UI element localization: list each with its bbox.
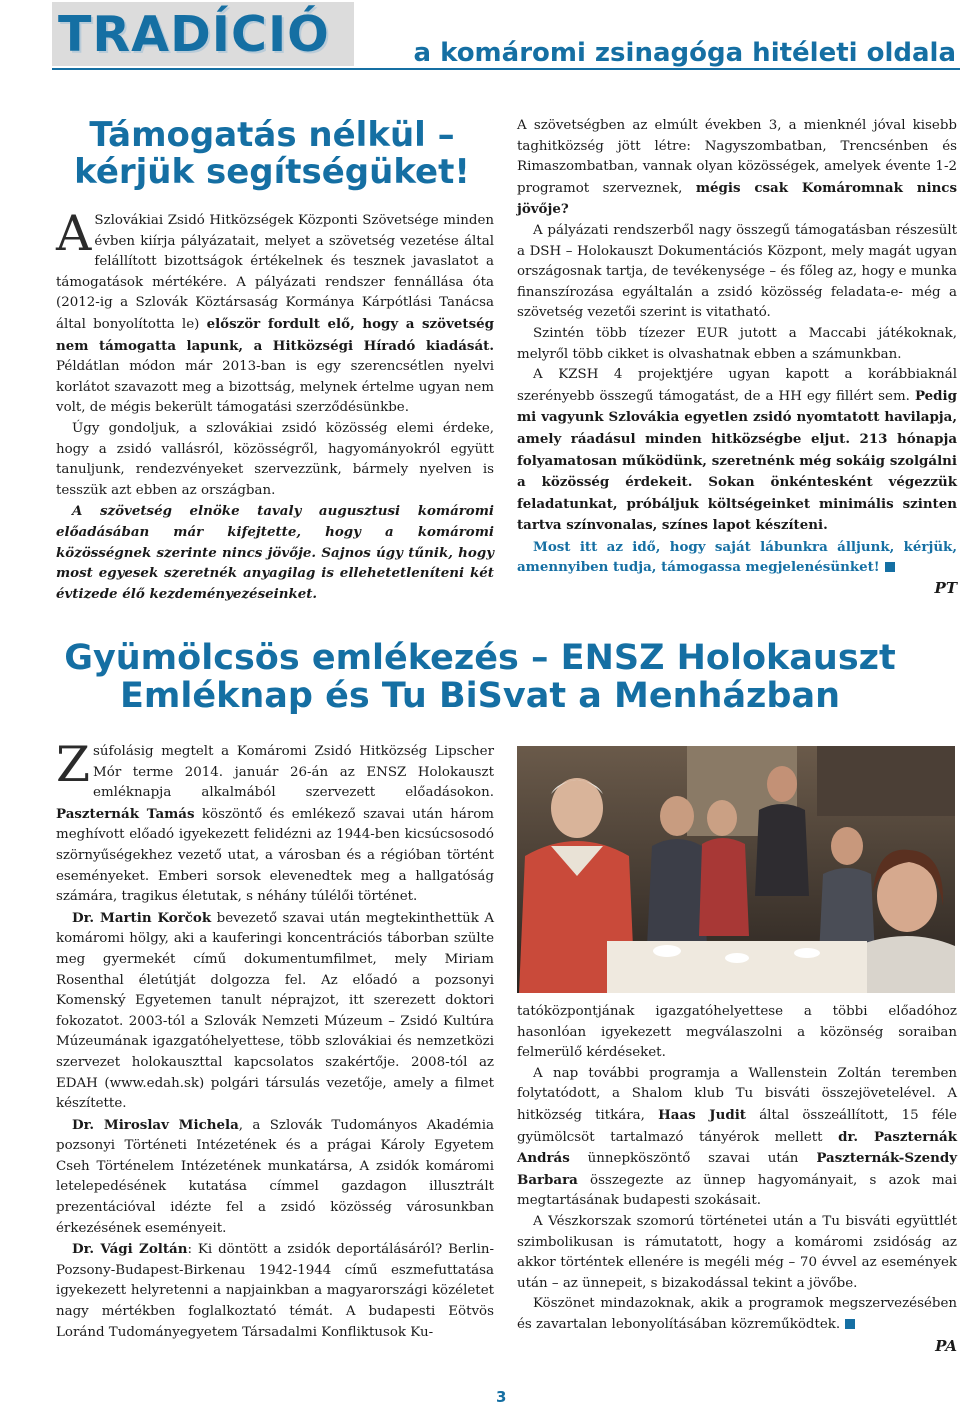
article1-right-paragraph-4 xyxy=(517,365,957,537)
article2-text-bold: Dr. Miroslav Michela xyxy=(72,1116,239,1133)
article1-right-paragraph-2: A pályázati rendszerből nagy összegű támogatásban részesült a DSH – Holokauszt Dokumentációs Központ, mely magát ugyan országosnak tartja, de tevékenysége – és főleg az, hogy e munka finanszírozása egyáltalán a zsidó közösség feladata-e- még a szövetség vezetői szerint is vitatható. xyxy=(517,222,957,321)
article2-text: Köszönet mindazoknak, akik a programok megszervezésében és zavartalan lebonyolításában közreműködtek. xyxy=(517,1296,957,1332)
article2-right-paragraph-4 xyxy=(517,1294,957,1335)
article2-text-bold: Dr. Martin Korčok xyxy=(72,909,212,926)
article2-paragraph-2 xyxy=(56,908,494,1115)
article2-text: bevezető szavai után megtekinthettük A komáromi hölgy, aki a kauferingi koncentrációs táborban szülte meg gyermekét című dokumentumfilmet, mely Miriam Rosenthal életútját dolgozza fel. Az előadó a pozsonyi Komenský Egyetemen tanult néprajzot, itt szerezett doktori fokozatot. 2003-tól a Szlovák Nemzeti Múzeum – Zsidó Kultúra Múzeumának igazgatóhelyettese, több szlovákiai és nemzetközi szervezet holokauszttal kapcsolatos szakértője. 2008-tól az EDAH (www.edah.sk) polgári társulás vezetője, amely a filmet készítette. xyxy=(56,910,494,1112)
article2-text: által összeállított, 15 féle gyümölcsöt tartalmazó tányérok mellett xyxy=(517,1107,957,1145)
article2-text: : Ki döntött a zsidók deportálásáról? Berlin-Pozsony-Budapest-Birkenau 1942-1944 című eszmefuttatása igyekezett helyretenni a napjainkban a magyarországi közéletet nagy mértékben foglalkoztató témát. A budapesti Eötvös Loránd Tudományegyetem Társadalmi Konfliktusok Ku- xyxy=(56,1242,494,1340)
article1-headline xyxy=(62,117,482,190)
masthead-rule xyxy=(52,68,960,70)
article2-text-bold: Paszternák Tamás xyxy=(56,805,195,822)
article2-headline xyxy=(20,640,940,716)
article2-headline-line1: Gyümölcsös emlékezés – ENSZ Holokauszt xyxy=(64,638,896,678)
article1-text-bold: Pedig mi vagyunk Szlovákia egyetlen zsidó nyomtatott havilapja, amely ráadásul minden hitközségbe eljut. 213 hónapja folyamatosan működünk, szeretnénk még sokáig szolgálni a közösség érdekeit. Sokan önkéntesként végezzük feladatunkat, próbáljuk költségeinket minimális szinten tartva színvonalas, színes lapot készíteni. xyxy=(517,387,957,534)
article2-text-bold: Paszternák-Szendy Barbara xyxy=(517,1150,957,1188)
article2-signature: PA xyxy=(935,1336,957,1355)
article1-right-paragraph-1 xyxy=(517,116,957,221)
masthead-subtitle: a komáromi zsinagóga hitéleti oldala xyxy=(413,38,956,68)
article1-right-paragraph-5 xyxy=(517,537,957,578)
article1-text-bold: mégis csak Komáromnak nincs jövője? xyxy=(517,179,957,218)
article2-text: összegezte az ünnep hagyományait, s azok mai megtartásának budapesti szokásait. xyxy=(517,1172,957,1209)
article1-headline-line1: Támogatás nélkül – xyxy=(89,115,455,155)
article1-text-bold: először fordult elő, hogy a szövetség nem támogatta lapunk, a Hitközségi Híradó kiadását. xyxy=(56,315,494,354)
article2-text-bold: Dr. Vági Zoltán xyxy=(72,1241,188,1258)
article1-right-paragraph-3: Szintén több tízezer EUR jutott a Maccabi játékoknak, melyről több cikket is olvashatnak ebben a számunkban. xyxy=(517,325,957,362)
article2-text: , a Szlovák Tudományos Akadémia pozsonyi Történeti Intézetének és a prágai Károly Egyetem Cseh Történelem Intézetének munkatársa, A zsidók komáromi letelepedésének kutatása címmel gazdagon illusztrált prezentációval idézte fel a zsidó közösség városunkban érkezésének eseményeit. xyxy=(56,1117,494,1236)
masthead-title: TRADÍCIÓ xyxy=(58,6,330,63)
article1-paragraph-1 xyxy=(56,205,494,419)
article2-text: súfolásig megtelt a Komáromi Zsidó Hitközség Lipscher Mór terme 2014. január 26-án az ENSZ Holokauszt emléknapja alkalmából szervezett előadásokon. xyxy=(93,744,494,801)
article2-right-paragraph-1: tatóközpontjának igazgatóhelyettese a többi előadóhoz hasonlóan igyekezett megválaszolni a közönség soraiban felmerülő kérdéseket. xyxy=(517,1004,957,1061)
page-number: 3 xyxy=(496,1388,507,1406)
article1-appeal-text: Most itt az idő, hogy saját lábunkra álljunk, kérjük, amennyiben tudja, támogassa megjelenésünket! xyxy=(517,538,957,576)
article2-text: köszöntő és emlékező szavai után három meghívott előadó igyekezett felidézni az 1944-ben kicsúcsosodó szörnyűségekhez vezető utat, a városban és a régióban történt eseményeket. Emberi sorsok elevenedtek meg a hallgatóság számára, tragikus életutak, s néhány túlélői történet. xyxy=(56,806,494,905)
event-photo-illustration xyxy=(517,746,955,993)
article2-dropcap: Z xyxy=(56,736,91,793)
article2-paragraph-4 xyxy=(56,1239,494,1343)
article2-text-bold: Haas Judit xyxy=(658,1106,746,1123)
article1-headline-line2: kérjük segítségüket! xyxy=(74,151,470,192)
article2-text-bold: dr. Paszternák András xyxy=(517,1128,957,1167)
article2-right-paragraph-3: A Vészkorszak szomorú történetei után a Tu bisváti együttlét szimbolikusan is rámutatott, hogy a komáromi zsidóság az akkor történtek ellenére is megéli még – 70 évvel az események után – az ünnepeit, s bizakodással tekint a jövőbe. xyxy=(517,1213,957,1291)
article1-left-column xyxy=(56,205,494,604)
article1-text: A szövetségben az elmúlt években 3, a mienknél jóval kisebb taghitközség jött létre: Nagyszombatban, Trencsénben és Rimaszombatban, vannak olyan közösségek, amelyek évente 1-2 programot szerveznek, xyxy=(517,118,957,196)
article2-paragraph-3 xyxy=(56,1115,494,1240)
event-photo xyxy=(517,746,955,993)
article2-right-column xyxy=(517,1002,957,1356)
end-square-icon xyxy=(845,1319,855,1329)
article1-text: Szlovákiai Zsidó Hitközségek Központi Szövetsége minden évben kiírja pályázatait, melyet a szövetség vezetése által felállított bizottságok értékelnek és tesznek javaslatot a támogatások mértékére. A pályázati rendszer fennállása óta (2012-ig a Szlovák Köztársaság Kormánya Kárpótlási Tanácsa által bonyolította le) xyxy=(56,213,494,332)
article2-text: A nap további programja a Wallenstein Zoltán teremben folytatódott, a Shalom klub Tu bisváti összejövetelével. A hitközség titkára, xyxy=(517,1065,957,1123)
article1-right-column xyxy=(517,116,957,599)
article2-text: ünnepköszöntő szavai után xyxy=(569,1151,817,1167)
article2-right-paragraph-2 xyxy=(517,1064,957,1212)
article2-headline-line2: Emléknap és Tu BiSvat a Menházban xyxy=(119,675,841,716)
article2-paragraph-1 xyxy=(56,736,494,908)
article1-paragraph-3: A szövetség elnöke tavaly augusztusi komáromi előadásában már kifejtette, hogy a komáromi közösségnek szerinte nincs jövője. Sajnos úgy tűnik, hogy most egyesek szeretnék anyagilag is ellehetetleníteni két évtizede élő kezdeményezéseinket. xyxy=(56,503,494,602)
article2-left-column xyxy=(56,736,494,1343)
end-square-icon xyxy=(885,562,895,572)
article1-signature: PT xyxy=(934,579,957,598)
article1-text: A KZSH 4 projektjére ugyan kapott a korábbiaknál szerényebb összegű támogatást, de a HH egy fillért sem. xyxy=(517,367,957,404)
article1-paragraph-2: Úgy gondoljuk, a szlovákiai zsidó közösség elemi érdeke, hogy a zsidó vallásról, közösségről, hagyományokról együtt tanuljunk, rendezvényeket szervezzünk, bármely nyelven is tesszük azt ebben az országban. xyxy=(56,420,494,498)
article1-dropcap: A xyxy=(56,205,92,262)
article1-text: Példátlan módon már 2013-ban is egy szerencsétlen nyelvi korlátot szavazott meg a bizottság, melynek értelme ugyan nem volt, de mégis bekerült támogatási szerződésünkbe. xyxy=(56,359,494,416)
